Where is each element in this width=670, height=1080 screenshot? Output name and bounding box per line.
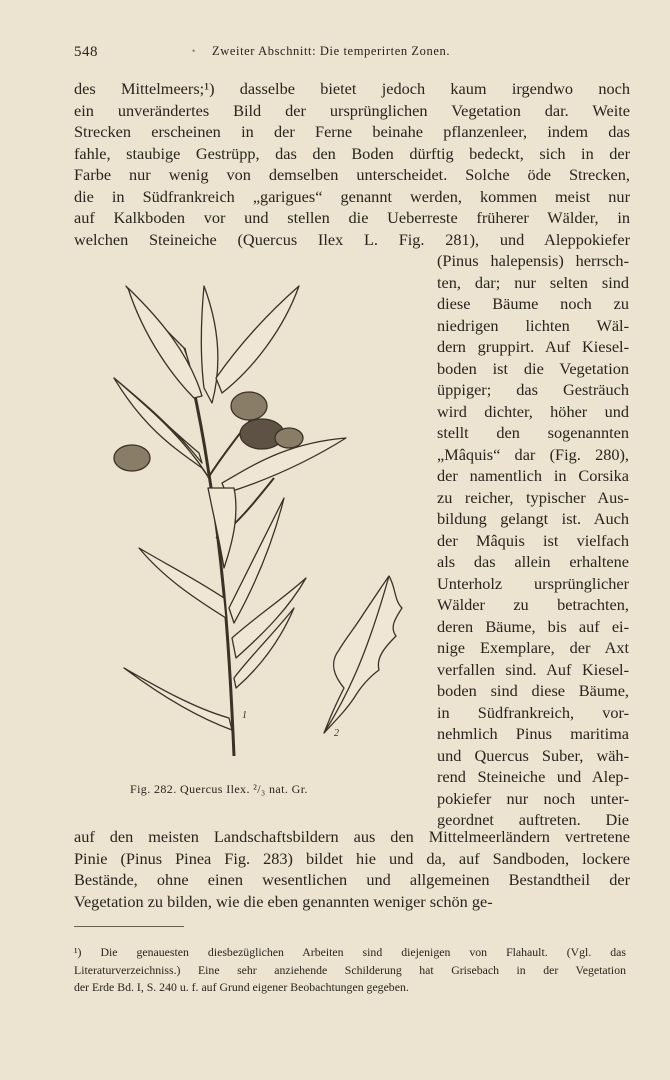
figure-caption: Fig. 282. Quercus Ilex. ²/₃ nat. Gr. [130,782,308,796]
body-line-narrow: deren Bäume, bis auf ei- [437,616,629,636]
body-line: auf den meisten Landschaftsbildern aus den Mittelmeerländern vertretene [74,827,630,846]
running-head: Zweiter Abschnitt: Die temperirten Zonen. [212,44,451,58]
body-line-narrow: boden sind diese Bäume, [437,681,629,700]
quercus-ilex-illustration [84,278,414,788]
body-line-narrow: (Pinus halepensis) herrsch- [437,251,629,270]
body-line-narrow: nige Exemplare, der Axt [437,638,629,657]
footnote-divider [74,926,184,927]
body-line: welchen Steineiche (Quercus Ilex L. Fig. 281), und Aleppokiefer [74,229,630,249]
body-line: fahle, staubige Gestrüpp, das den Boden dürftig bedeckt, sich in der [74,143,630,163]
leaf [201,286,218,403]
body-line: Vegetation zu bilden, wie die eben genannten weniger schön ge- [74,891,493,911]
body-line-narrow: dern gruppirt. Auf Kiesel- [437,337,629,356]
body-line-narrow: ten, dar; nur selten sind [437,272,629,292]
body-line-narrow: als das allein erhaltene [437,552,629,571]
header-ornament: • [192,46,196,56]
body-line-narrow: geordnet auftreten. Die [437,810,629,829]
body-line-narrow: Wälder zu betrachten, [437,595,629,614]
body-line-narrow: in Südfrankreich, vor- [437,702,629,722]
body-line-narrow: pokiefer nur noch unter- [437,788,629,808]
body-line: Pinie (Pinus Pinea Fig. 283) bildet hie und da, auf Sandboden, lockere [74,848,630,868]
leaf [216,286,299,393]
footnote-line: der Erde Bd. I, S. 240 u. f. auf Grund eigener Beobachtungen gegeben. [74,980,409,994]
body-line-narrow: zu reicher, typischer Aus- [437,487,629,507]
body-line-narrow: der namentlich in Corsika [437,466,629,485]
body-line-narrow: „Mâquis“ dar (Fig. 280), [437,444,629,464]
leaf [128,288,202,398]
footnote-line: Literaturverzeichniss.) Eine sehr anziehende Schilderung hat Grisebach in der Vegetation [74,962,626,977]
body-line-narrow: bildung gelangt ist. Auch [437,509,629,528]
body-line-narrow: der Mâquis ist vielfach [437,530,629,550]
acorn [275,428,303,448]
body-line-narrow: Unterholz ursprünglicher [437,573,629,593]
body-line: ein unverändertes Bild der ursprünglichen Vegetation dar. Weite [74,100,630,120]
body-line-narrow: und Quercus Suber, wäh- [437,745,629,765]
body-line: Farbe nur wenig von demselben unterscheidet. Solche öde Strecken, [74,165,630,184]
body-line: Bestände, ohne einen wesentlichen und allgemeinen Bestandtheil der [74,870,630,889]
leaf [139,548,226,618]
acorn [231,392,267,420]
body-line-narrow: üppiger; das Gesträuch [437,380,629,399]
leaf [208,488,236,568]
body-line-narrow: boden ist die Vegetation [437,358,629,378]
body-line-narrow: niedrigen lichten Wäl- [437,315,629,335]
body-line-narrow: verfallen sind. Auf Kiesel- [437,659,629,679]
body-line: auf Kalkboden vor und stellen die Ueberreste früherer Wälder, in [74,208,630,227]
body-line-narrow: wird dichter, höher und [437,401,629,421]
figure-label-2: 2 [334,728,339,739]
quercus-ilex-drawing [84,278,414,788]
page-number: 548 [74,44,98,60]
leaf [124,668,232,730]
body-line-narrow: stellt den sogenannten [437,423,629,442]
body-line: des Mittelmeers;¹) dasselbe bietet jedoch kaum irgendwo noch [74,79,630,98]
body-line-narrow: rend Steineiche und Alep- [437,767,629,786]
body-line-narrow: nehmlich Pinus maritima [437,724,629,743]
figure-label-1: 1 [242,710,247,721]
acorn [114,445,150,471]
footnote-line: ¹) Die genauesten diesbezüglichen Arbeiten sind diejenigen von Flahault. (Vgl. das [74,945,626,959]
body-line: die in Südfrankreich „garigues“ genannt werden, kommen meist nur [74,186,630,206]
body-line-narrow: diese Bäume noch zu [437,294,629,313]
body-line: Strecken erscheinen in der Ferne beinahe pflanzenleer, indem das [74,122,630,141]
